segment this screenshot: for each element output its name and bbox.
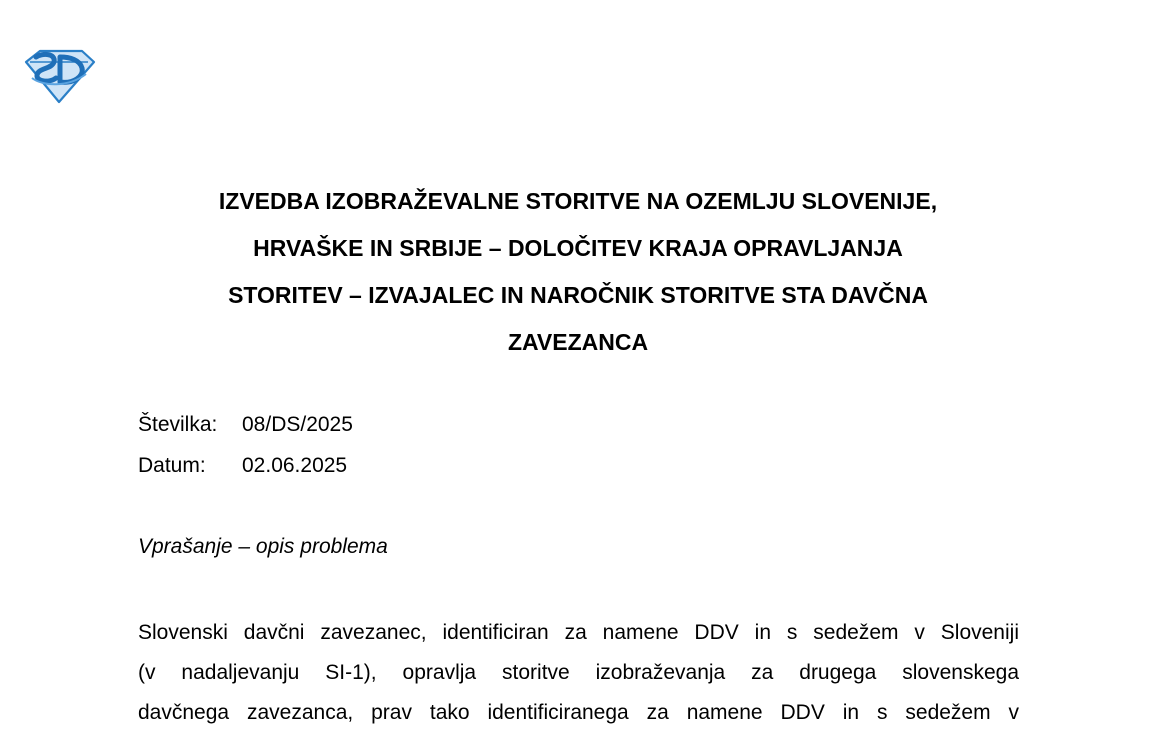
body-line: Slovenski davčni zavezanec, identificiran za namene DDV in s sedežem v Sloveniji — [138, 621, 1019, 644]
question-heading: Vprašanje – opis problema — [138, 535, 388, 558]
title-line: IZVEDBA IZOBRAŽEVALNE STORITVE NA OZEMLJU SLOVENIJE, — [218, 188, 938, 214]
document-title — [138, 178, 1018, 366]
title-line: STORITEV – IZVAJALEC IN NAROČNIK STORITVE STA DAVČNA — [228, 282, 928, 308]
body-paragraph — [138, 613, 1019, 733]
document-date-row — [138, 452, 347, 480]
document-number-label: Številka: — [138, 413, 218, 436]
title-line: HRVAŠKE IN SRBIJE – DOLOČITEV KRAJA OPRAVLJANJA — [253, 235, 903, 261]
sd-emblem-icon — [22, 48, 96, 104]
body-line: (v nadaljevanju SI-1), opravlja storitve izobraževanja za drugega slovenskega — [138, 661, 1019, 684]
document-number-row — [138, 411, 353, 439]
document-number-value: 08/DS/2025 — [242, 413, 353, 436]
body-line: davčnega zavezanca, prav tako identificiranega za namene DDV in s sedežem v — [138, 701, 1019, 724]
document-date-value: 02.06.2025 — [242, 454, 348, 477]
document-date-label: Datum: — [138, 454, 206, 477]
title-line: ZAVEZANCA — [507, 329, 649, 355]
